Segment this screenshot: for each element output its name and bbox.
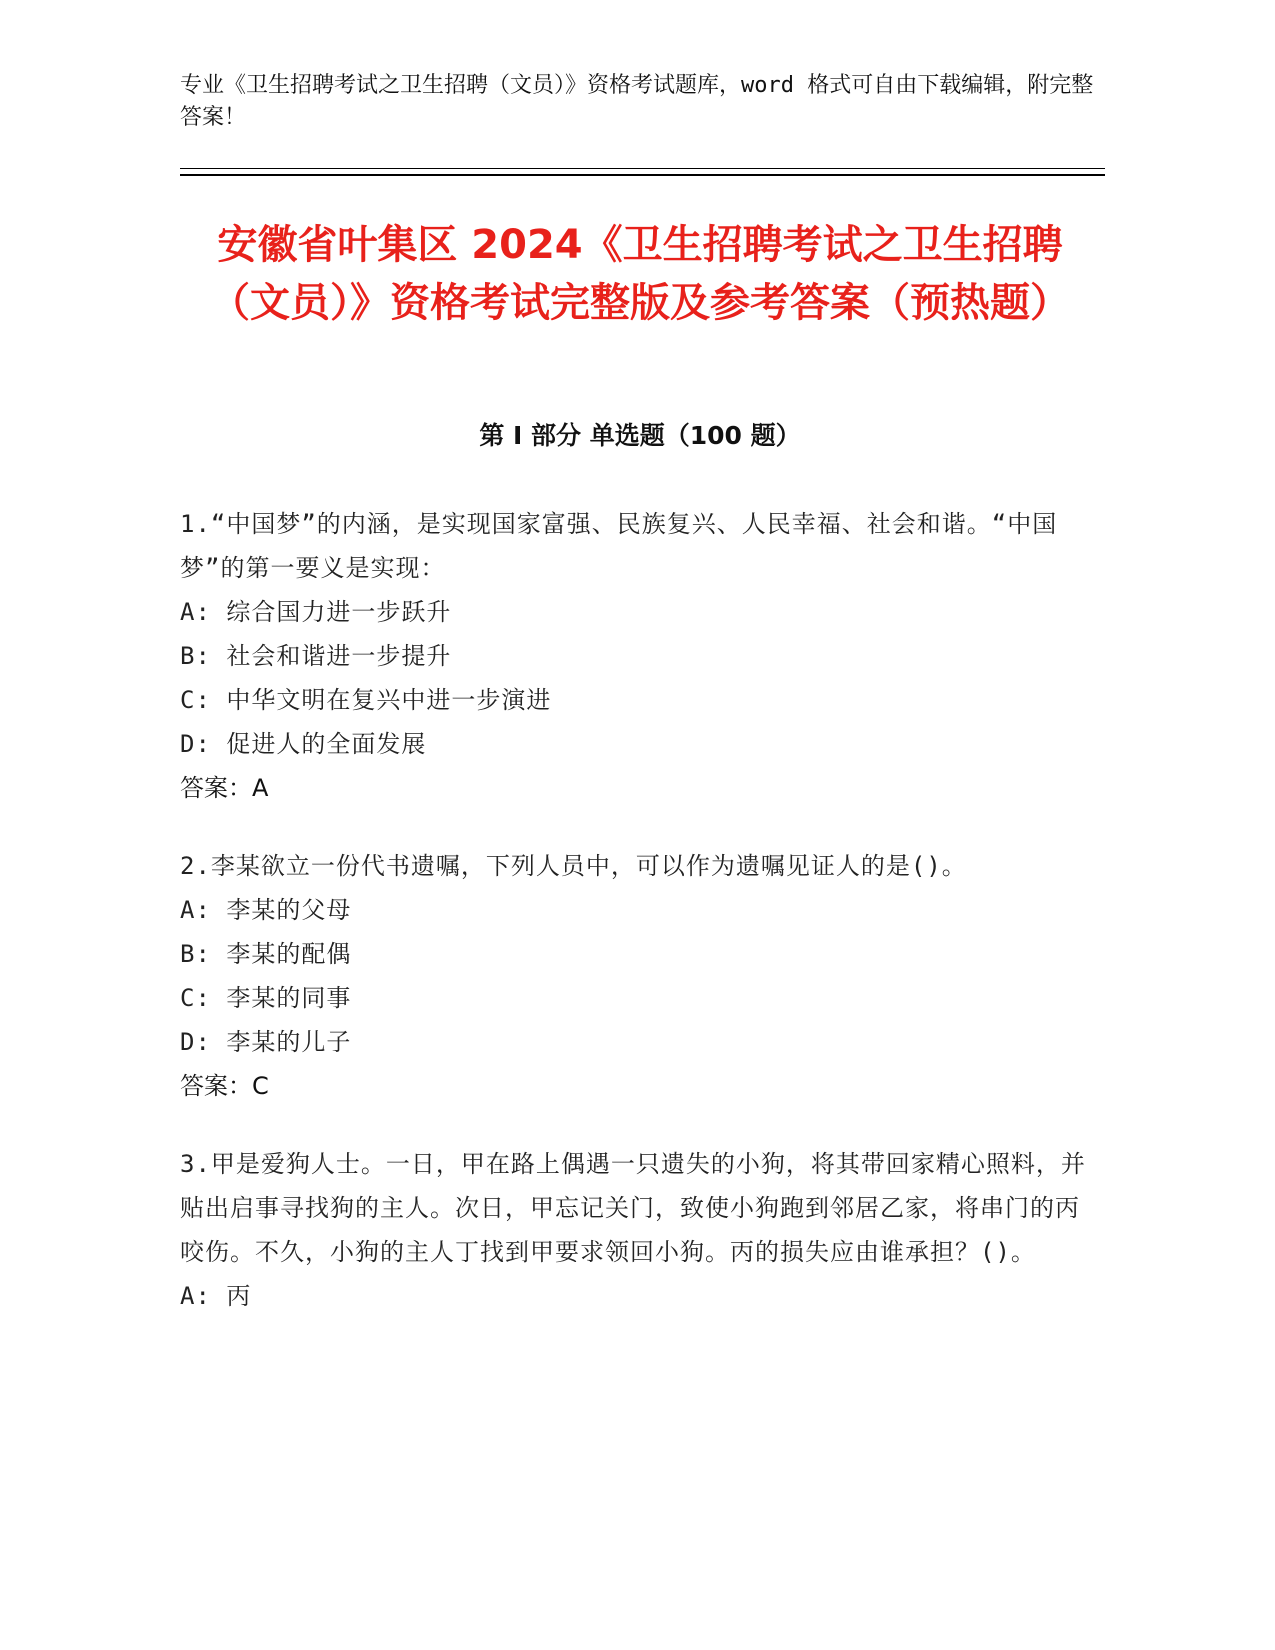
option-c: C: 李某的同事 <box>180 984 352 1012</box>
option-a: A: 丙 <box>180 1282 252 1310</box>
option-b: B: 李某的配偶 <box>180 940 352 968</box>
question-3 <box>180 1142 1090 1318</box>
option-d: D: 李某的儿子 <box>180 1028 352 1056</box>
document-title: 安徽省叶集区 2024《卫生招聘考试之卫生招聘（文员）》资格考试完整版及参考答案（预热题） <box>210 222 1070 326</box>
section-title: 第 I 部分 单选题（100 题） <box>479 421 801 450</box>
option-d: D: 促进人的全面发展 <box>180 730 427 758</box>
question-1 <box>180 502 1090 810</box>
question-stem: 1.“中国梦”的内涵，是实现国家富强、民族复兴、人民幸福、社会和谐。“中国梦”的第一要义是实现： <box>180 510 1058 582</box>
option-a: A: 综合国力进一步跃升 <box>180 598 452 626</box>
question-list <box>180 502 1090 1352</box>
header-divider-thin <box>180 168 1105 169</box>
header-divider-thick <box>180 174 1105 176</box>
question-stem: 2.李某欲立一份代书遗嘱，下列人员中，可以作为遗嘱见证人的是()。 <box>180 852 967 880</box>
question-2 <box>180 844 1090 1108</box>
answer-line: 答案：A <box>180 774 269 802</box>
option-a: A: 李某的父母 <box>180 896 352 924</box>
answer-line: 答案：C <box>180 1072 269 1100</box>
option-b: B: 社会和谐进一步提升 <box>180 642 452 670</box>
question-stem: 3.甲是爱狗人士。一日，甲在路上偶遇一只遗失的小狗，将其带回家精心照料，并贴出启事寻找狗的主人。次日，甲忘记关门，致使小狗跑到邻居乙家，将串门的丙咬伤。不久，小狗的主人丁找到甲要求领回小狗。丙的损失应由谁承担？()。 <box>180 1150 1086 1266</box>
option-c: C: 中华文明在复兴中进一步演进 <box>180 686 552 714</box>
header-note: 专业《卫生招聘考试之卫生招聘（文员）》资格考试题库，word 格式可自由下载编辑，附完整答案！ <box>180 73 1094 130</box>
